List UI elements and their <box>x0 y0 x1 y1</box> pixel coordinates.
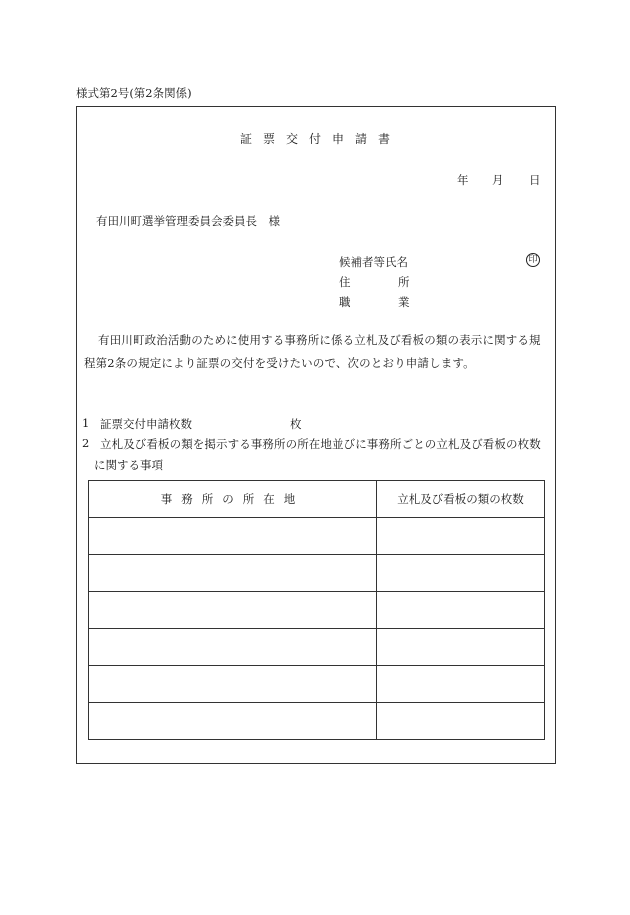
document-title: 証票交付申請書 <box>240 132 402 146</box>
office-location-cell[interactable] <box>89 518 377 555</box>
office-location-cell[interactable] <box>89 629 377 666</box>
seal-mark: 印 <box>526 253 540 267</box>
date-month-label: 月 <box>492 173 504 187</box>
date-year-label: 年 <box>457 173 469 187</box>
header-office-location-text: 事務所の所在地 <box>160 492 305 506</box>
table-row <box>89 518 545 555</box>
table-row <box>89 666 545 703</box>
table-header-row <box>89 481 545 518</box>
header-sign-count: 立札及び看板の類の枚数 <box>377 481 545 518</box>
applicant-occupation-label-1: 職 <box>339 295 351 309</box>
office-location-cell[interactable] <box>89 592 377 629</box>
header-office-location <box>89 481 377 518</box>
applicant-address-label-1: 住 <box>339 275 351 289</box>
date-day-label: 日 <box>529 173 541 187</box>
table-row <box>89 555 545 592</box>
office-location-cell[interactable] <box>89 555 377 592</box>
table-row <box>89 703 545 740</box>
request-body-text <box>84 329 550 375</box>
applicant-occupation-label-2: 業 <box>398 295 410 309</box>
addressee: 有田川町選挙管理委員会委員長 様 <box>96 214 280 228</box>
office-table <box>88 480 545 740</box>
sign-count-cell[interactable] <box>377 518 545 555</box>
sign-count-cell[interactable] <box>377 703 545 740</box>
table-row <box>89 592 545 629</box>
office-location-cell[interactable] <box>89 703 377 740</box>
request-body-text-content: 有田川町政治活動のために使用する事務所に係る立札及び看板の類の表示に関する規程第2条の規定により証票の交付を受けたいので、次のとおり申請します。 <box>84 333 541 370</box>
table-row <box>89 629 545 666</box>
sign-count-cell[interactable] <box>377 592 545 629</box>
item-2-line-1: 立札及び看板の類を掲示する事務所の所在地並びに事務所ごとの立札及び看板の枚数 <box>100 437 541 451</box>
item-1-unit: 枚 <box>290 417 302 431</box>
item-1-label: 証票交付申請枚数 <box>100 417 192 431</box>
sign-count-cell[interactable] <box>377 555 545 592</box>
item-2-line-2: に関する事項 <box>94 458 163 472</box>
form-number-label: 様式第2号(第2条関係) <box>76 86 192 100</box>
sign-count-cell[interactable] <box>377 666 545 703</box>
office-location-cell[interactable] <box>89 666 377 703</box>
applicant-name-label: 候補者等氏名 <box>339 255 408 269</box>
item-1-number: 1 <box>82 416 90 430</box>
sign-count-cell[interactable] <box>377 629 545 666</box>
item-2-number: 2 <box>82 436 90 450</box>
applicant-address-label-2: 所 <box>398 275 410 289</box>
